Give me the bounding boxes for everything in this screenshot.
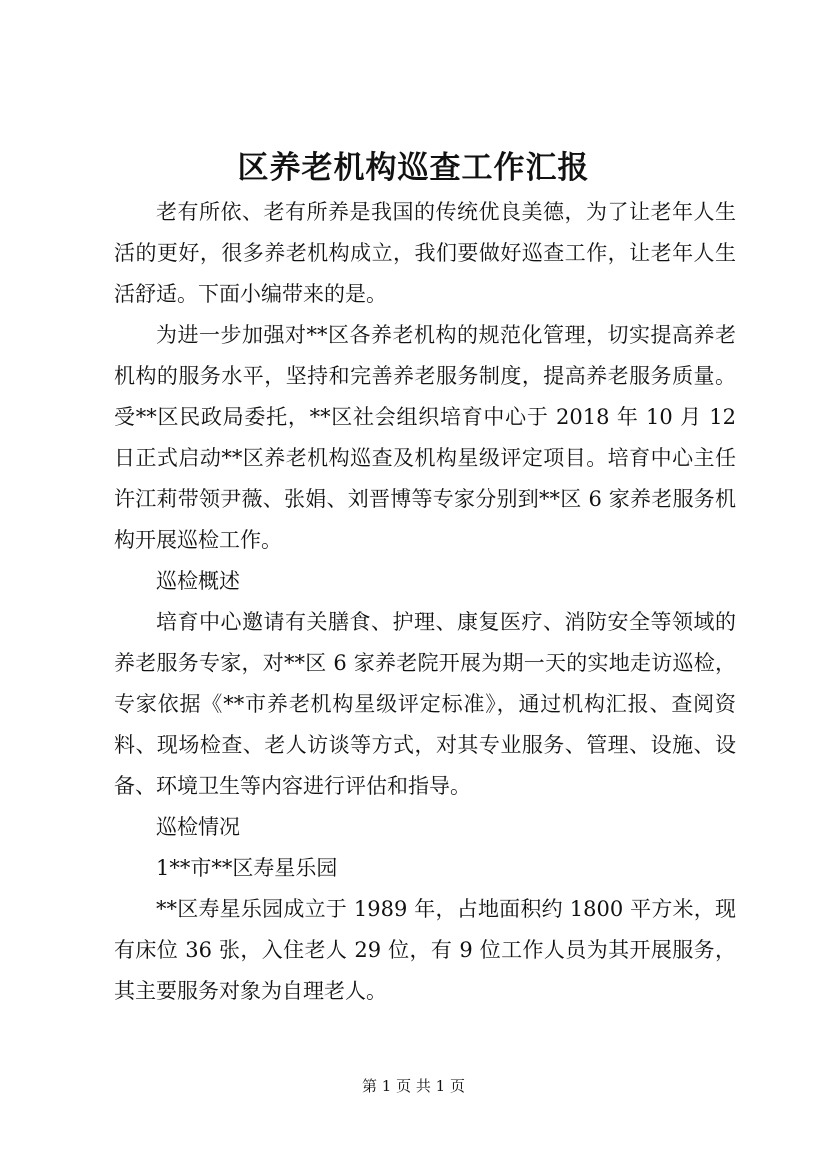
paragraph-background: 为进一步加强对**区各养老机构的规范化管理，切实提高养老机构的服务水平，坚持和完善养老服务制度，提高养老服务质量。受**区民政局委托，**区社会组织培育中心于 2018 年 10 月 12 日正式启动**区养老机构巡查及机构星级评定项目。培育中心主任许江莉带领尹薇、张娟、刘晋博等专家分别到**区 6 家养老服务机构开展巡检工作。 <box>114 323 736 552</box>
document-body <box>114 192 736 1012</box>
document-title: 区养老机构巡查工作汇报 <box>237 150 590 186</box>
section-heading-situation: 巡检情况 <box>156 815 240 839</box>
subsection-heading-facility: 1**市**区寿星乐园 <box>156 856 338 880</box>
section-heading-overview: 巡检概述 <box>156 569 240 593</box>
paragraph-facility: **区寿星乐园成立于 1989 年，占地面积约 1800 平方米，现有床位 36 张，入住老人 29 位，有 9 位工作人员为其开展服务，其主要服务对象为自理老人。 <box>114 897 736 1003</box>
paragraph-overview: 培育中心邀请有关膳食、护理、康复医疗、消防安全等领域的养老服务专家，对**区 6 家养老院开展为期一天的实地走访巡检，专家依据《**市养老机构星级评定标准》，通过机构汇报、查阅资料、现场检查、老人访谈等方式，对其专业服务、管理、设施、设备、环境卫生等内容进行评估和指导。 <box>114 610 736 798</box>
paragraph-intro: 老有所依、老有所养是我国的传统优良美德，为了让老年人生活的更好，很多养老机构成立，我们要做好巡查工作，让老年人生活舒适。下面小编带来的是。 <box>114 200 736 306</box>
page-footer: 第 1 页 共 1 页 <box>362 1077 465 1095</box>
